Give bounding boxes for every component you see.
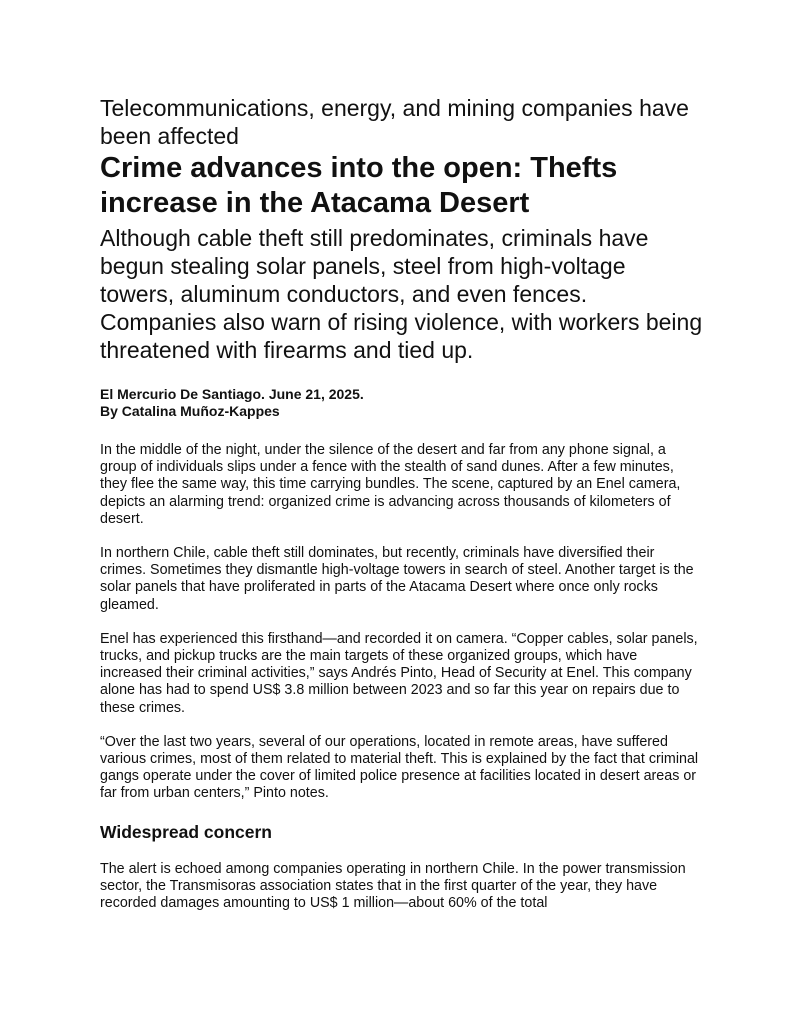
section-paragraph-1: The alert is echoed among companies operating in northern Chile. In the power transmission sector, the Transmisoras association states that in the first quarter of the year, they have recorded damages amounting to US$ 1 million—about 60% of the total bbox=[100, 860, 686, 912]
body-paragraph-1: In the middle of the night, under the silence of the desert and far from any phone signal, a group of individuals slips under a fence with the stealth of sand dunes. After a few minutes, they flee the same way, this time carrying bundles. The scene, captured by an Enel camera, depicts an alarming trend: organized crime is advancing across thousands of kilometers of desert. bbox=[100, 442, 681, 527]
author-line: By Catalina Muñoz-Kappes bbox=[100, 403, 280, 419]
body-paragraph-3: Enel has experienced this firsthand—and recorded it on camera. “Copper cables, solar panels, trucks, and pickup trucks are the main targets of these organized groups, which have increased their criminal activities,” says Andrés Pinto, Head of Security at Enel. This company alone has had to spend US$ 3.8 million between 2023 and so far this year on repairs due to these crimes. bbox=[100, 630, 698, 716]
body-paragraph-4: “Over the last two years, several of our operations, located in remote areas, have suffered various crimes, most of them related to material theft. This is explained by the fact that criminal gangs operate under the cover of limited police presence at facilities located in desert areas or far from urban centers,” Pinto notes. bbox=[100, 733, 699, 802]
body-paragraph-2: In northern Chile, cable theft still dominates, but recently, criminals have diversified their crimes. Sometimes they dismantle high-voltage towers in search of steel. Another target is the solar panels that have proliferated in parts of the Atacama Desert where once only rocks gleamed. bbox=[100, 545, 694, 613]
source-line: El Mercurio De Santiago. June 21, 2025. bbox=[100, 386, 364, 402]
article-headline: Crime advances into the open: Thefts increase in the Atacama Desert bbox=[100, 152, 618, 219]
article-page bbox=[100, 94, 705, 912]
article-kicker: Telecommunications, energy, and mining companies have been affected bbox=[100, 95, 689, 149]
section-heading: Widespread concern bbox=[100, 821, 272, 842]
byline bbox=[100, 386, 705, 420]
article-subhead: Although cable theft still predominates, criminals have begun stealing solar panels, steel from high-voltage towers, aluminum conductors, and even fences. Companies also warn of rising violence, with workers being threatened with firearms and tied up. bbox=[100, 225, 703, 363]
